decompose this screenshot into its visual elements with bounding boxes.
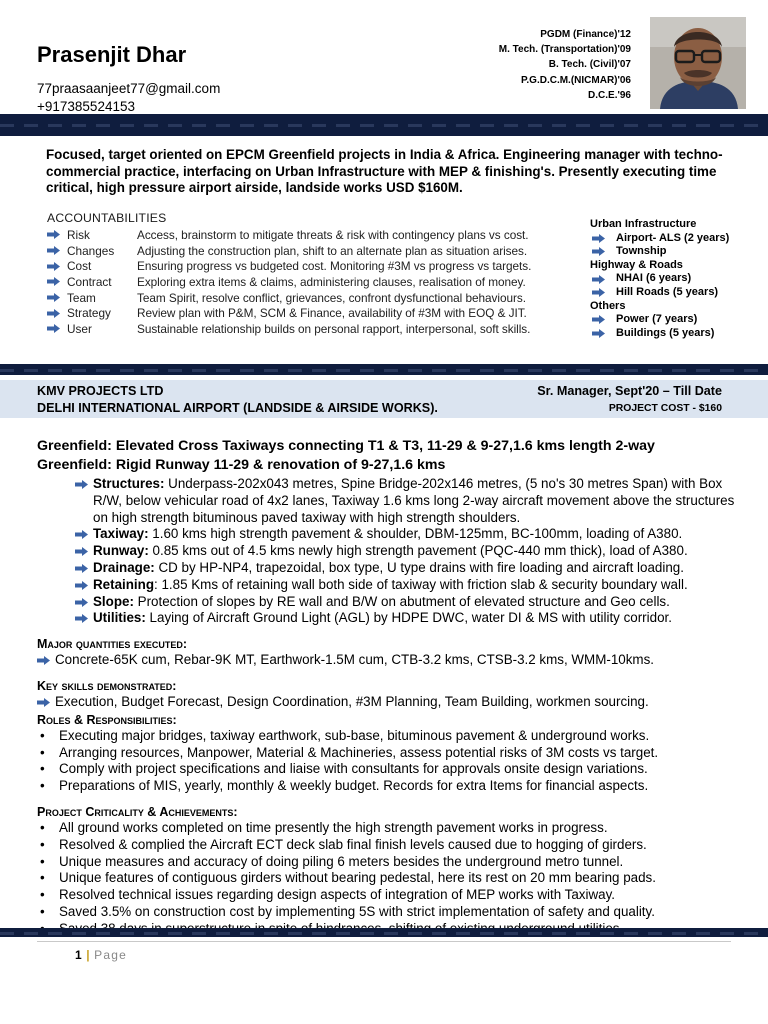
experience-item <box>592 327 729 341</box>
bullet-icon: • <box>40 887 45 903</box>
qualification: PGDM (Finance)'12 <box>540 29 631 40</box>
role-item <box>37 761 737 778</box>
qualification: M. Tech. (Transportation)'09 <box>498 44 631 56</box>
arrow-bullet-icon <box>75 614 88 623</box>
achievement-text: Resolved technical issues regarding design aspects of integration of MEP works with Taxiway. <box>59 887 615 903</box>
accountability-value: Sustainable relationship builds on personal rapport, interpersonal, soft skills. <box>137 321 531 336</box>
experience-category: Urban Infrastructure <box>590 218 697 230</box>
accountability-row <box>47 274 531 290</box>
company-name: KMV PROJECTS LTD <box>37 384 164 398</box>
achievement-item <box>37 870 737 887</box>
scope-item <box>75 610 737 627</box>
scope-key: Utilities: <box>93 610 146 626</box>
achievement-item <box>37 837 737 854</box>
arrow-bullet-icon <box>37 656 50 665</box>
achievements-heading: Project Criticality & Achievements: <box>37 804 238 819</box>
experience-item <box>592 272 729 286</box>
scope-item <box>75 577 737 594</box>
accountability-value: Adjusting the construction plan, shift to an alternate plan as situation arises. <box>137 243 528 258</box>
skills-heading: Key skills demonstrated: <box>37 678 177 693</box>
scope-value: Laying of Aircraft Ground Light (AGL) by HDPE DWC, water DI & MS with utility corridor. <box>145 610 672 626</box>
page-footer <box>75 948 127 962</box>
phone-number: +917385524153 <box>37 98 135 114</box>
skills-item <box>37 694 737 711</box>
project-header-strip <box>0 380 768 418</box>
arrow-bullet-icon <box>75 530 88 539</box>
accountability-row <box>47 243 531 259</box>
quantities-list <box>37 652 737 669</box>
header-divider-band <box>0 114 768 136</box>
accountability-row <box>47 290 531 306</box>
section-divider-band <box>0 364 768 375</box>
accountability-key: Contract <box>67 274 112 289</box>
job-role-dates: Sr. Manager, Sept'20 – Till Date <box>537 384 722 398</box>
project-site: DELHI INTERNATIONAL AIRPORT (LANDSIDE & AIRSIDE WORKS). <box>37 401 438 415</box>
page-number: 1 <box>75 948 82 962</box>
scope-key: Structures: <box>93 476 165 491</box>
achievement-text: Saved 3.5% on construction cost by implementing 5S with strict implementation of safety and quality. <box>59 903 655 919</box>
scope-value: Underpass-202x043 metres, Spine Bridge-202x146 metres, (5 no's 30 metres Span) with Box R/W, below vehicular road of 4x2 lanes, Taxiway 1.6 kms long 2-way aircraft movement above the structures on high strength bituminous paved taxiway with high strength shoulders. <box>93 476 735 525</box>
accountability-row <box>47 227 531 243</box>
profile-photo-image <box>650 17 746 109</box>
achievement-text: Unique features of contiguous girders without bearing pedestal, here its rest on 20 mm bearing pads. <box>59 870 656 886</box>
accountability-value: Review plan with P&M, SCM & Finance, availability of #3M with EOQ & JIT. <box>137 306 527 321</box>
experience-item-label: Power (7 years) <box>616 313 698 326</box>
scope-key: Retaining <box>93 576 155 592</box>
role-item <box>37 778 737 795</box>
role-text: Executing major bridges, taxiway earthwork, sub-base, bituminous pavement & underground works. <box>59 727 650 743</box>
qualification: P.G.D.C.M.(NICMAR)'06 <box>521 74 631 86</box>
roles-list <box>37 728 737 795</box>
arrow-bullet-icon <box>47 277 60 286</box>
scope-item <box>75 526 737 543</box>
scope-value: CD by HP-NP4, trapezoidal, box type, U type drains with fire loading and aircraft loading. <box>154 559 684 575</box>
accountability-key: Risk <box>67 227 90 242</box>
quantities-text: Concrete-65K cum, Rebar-9K MT, Earthwork-1.5M cum, CTB-3.2 kms, CTSB-3.2 kms, WMM-10kms. <box>55 652 654 668</box>
accountabilities-heading: ACCOUNTABILITIES <box>47 211 167 225</box>
accountability-value: Team Spirit, resolve conflict, grievances, confront dysfunctional behaviours. <box>137 290 526 305</box>
bullet-icon: • <box>40 819 45 835</box>
arrow-bullet-icon <box>75 480 88 489</box>
scope-item <box>75 543 737 560</box>
accountability-value: Ensuring progress vs budgeted cost. Monitoring #3M vs progress vs targets. <box>137 259 532 274</box>
experience-item <box>592 245 729 259</box>
role-text: Comply with project specifications and liaise with consultants for approvals onsite design variations. <box>59 761 648 777</box>
accountability-key: User <box>67 321 92 336</box>
footer-rule <box>37 941 731 942</box>
accountability-row <box>47 305 531 321</box>
role-text: Arranging resources, Manpower, Material & Machineries, assess potential risks of 3M costs vs target. <box>59 744 659 760</box>
quantities-heading: Major quantities executed: <box>37 637 188 652</box>
qualification: D.C.E.'96 <box>588 89 631 101</box>
roles-heading: Roles & Responsibilities: <box>37 712 177 727</box>
experience-item-label: Airport- ALS (2 years) <box>616 231 730 244</box>
skills-list <box>37 694 737 711</box>
arrow-bullet-icon <box>592 315 605 324</box>
experience-item-label: NHAI (6 years) <box>616 272 692 285</box>
accountability-key: Team <box>67 290 96 305</box>
qualification: B. Tech. (Civil)'07 <box>548 59 631 71</box>
candidate-name: Prasenjit Dhar <box>37 42 187 67</box>
arrow-bullet-icon <box>75 564 88 573</box>
bullet-icon: • <box>40 761 45 777</box>
experience-item-label: Township <box>616 245 667 258</box>
experience-category: Highway & Roads <box>590 258 683 271</box>
achievement-item <box>37 820 737 837</box>
bullet-icon: • <box>40 778 45 794</box>
arrow-bullet-icon <box>592 329 605 338</box>
bullet-icon: • <box>40 870 45 886</box>
role-text: Preparations of MIS, yearly, monthly & weekly budget. Records for extra Items for financial aspects. <box>59 778 649 794</box>
arrow-bullet-icon <box>47 230 60 239</box>
achievement-item <box>37 904 737 921</box>
profile-summary: Focused, target oriented on EPCM Greenfield projects in India & Africa. Engineering manager with techno-commercial practice, interfacing on Urban Infrastructure with MEP & finishing's. Presently executing time critical, high pressure airport airside, landside works USD $160M. <box>46 147 723 195</box>
scope-key: Slope: <box>93 593 134 609</box>
experience-category: Others <box>590 299 626 312</box>
arrow-bullet-icon <box>37 698 50 707</box>
bullet-icon: • <box>40 903 45 919</box>
bullet-icon: • <box>40 853 45 869</box>
accountability-value: Exploring extra items & claims, administering clauses, realisation of money. <box>137 274 526 289</box>
footer-divider-band <box>0 928 768 937</box>
scope-item <box>75 476 737 526</box>
arrow-bullet-icon <box>592 288 605 297</box>
scope-list <box>75 476 737 627</box>
scope-value: 1.60 kms high strength pavement & shoulder, DBM-125mm, BC-100mm, loading of A380. <box>148 526 683 542</box>
arrow-bullet-icon <box>592 275 605 284</box>
scope-key: Drainage: <box>93 559 155 575</box>
bullet-icon: • <box>40 727 45 743</box>
greenfield-heading: Greenfield: Elevated Cross Taxiways connecting T1 & T3, 11-29 & 9-27,1.6 kms length 2-way <box>37 438 655 454</box>
accountability-key: Cost <box>67 259 92 274</box>
arrow-bullet-icon <box>75 547 88 556</box>
arrow-bullet-icon <box>47 246 60 255</box>
profile-photo <box>650 17 746 109</box>
accountability-key: Changes <box>67 243 115 258</box>
arrow-bullet-icon <box>47 324 60 333</box>
arrow-bullet-icon <box>75 598 88 607</box>
qualifications-list <box>499 27 631 103</box>
experience-item <box>592 286 729 300</box>
project-cost: PROJECT COST - $160 <box>608 403 722 414</box>
experience-item <box>592 232 729 246</box>
scope-key: Runway: <box>93 543 149 559</box>
experience-item <box>592 313 729 327</box>
arrow-bullet-icon <box>592 247 605 256</box>
achievement-item <box>37 887 737 904</box>
achievements-list <box>37 820 737 938</box>
email-address[interactable]: 77praasaanjeet77@gmail.com <box>37 81 221 96</box>
accountabilities-table <box>47 227 531 337</box>
quantities-item <box>37 652 737 669</box>
arrow-bullet-icon <box>47 262 60 271</box>
accountability-value: Access, brainstorm to mitigate threats & risk with contingency plans vs cost. <box>137 227 529 242</box>
page-label: Page <box>94 948 127 962</box>
arrow-bullet-icon <box>75 581 88 590</box>
experience-item-label: Buildings (5 years) <box>616 326 715 339</box>
scope-item <box>75 560 737 577</box>
role-item <box>37 745 737 762</box>
scope-value: Protection of slopes by RE wall and B/W on abutment of elevated structure and Geo cells. <box>133 593 670 609</box>
scope-key: Taxiway: <box>93 526 149 542</box>
achievement-item <box>37 854 737 871</box>
contact-block <box>37 80 220 115</box>
accountability-row <box>47 258 531 274</box>
achievement-text: All ground works completed on time presently the high strength pavement works in progress. <box>59 819 608 835</box>
arrow-bullet-icon <box>47 309 60 318</box>
achievement-text: Resolved & complied the Aircraft ECT deck slab final finish levels caused due to hogging of girders. <box>59 836 647 852</box>
accountability-row <box>47 321 531 337</box>
skills-text: Execution, Budget Forecast, Design Coordination, #3M Planning, Team Building, workmen sourcing. <box>55 693 649 709</box>
scope-item <box>75 594 737 611</box>
bullet-icon: • <box>40 836 45 852</box>
achievement-text: Unique measures and accuracy of doing piling 6 meters besides the underground metro tunnel. <box>59 853 624 869</box>
greenfield-heading: Greenfield: Rigid Runway 11-29 & renovation of 9-27,1.6 kms <box>37 456 446 473</box>
page-separator: | <box>86 948 90 962</box>
scope-value: 0.85 kms out of 4.5 kms newly high strength pavement (PQC-440 mm thick), load of A380. <box>148 543 688 559</box>
arrow-bullet-icon <box>592 234 605 243</box>
bullet-icon: • <box>40 744 45 760</box>
role-item <box>37 728 737 745</box>
accountability-key: Strategy <box>67 306 111 321</box>
project-details <box>37 437 737 938</box>
scope-value: : 1.85 Kms of retaining wall both side of taxiway with friction slab & security boundary wall. <box>154 576 688 592</box>
experience-item-label: Hill Roads (5 years) <box>616 285 719 298</box>
arrow-bullet-icon <box>47 293 60 302</box>
experience-summary-sidebar <box>590 218 729 340</box>
